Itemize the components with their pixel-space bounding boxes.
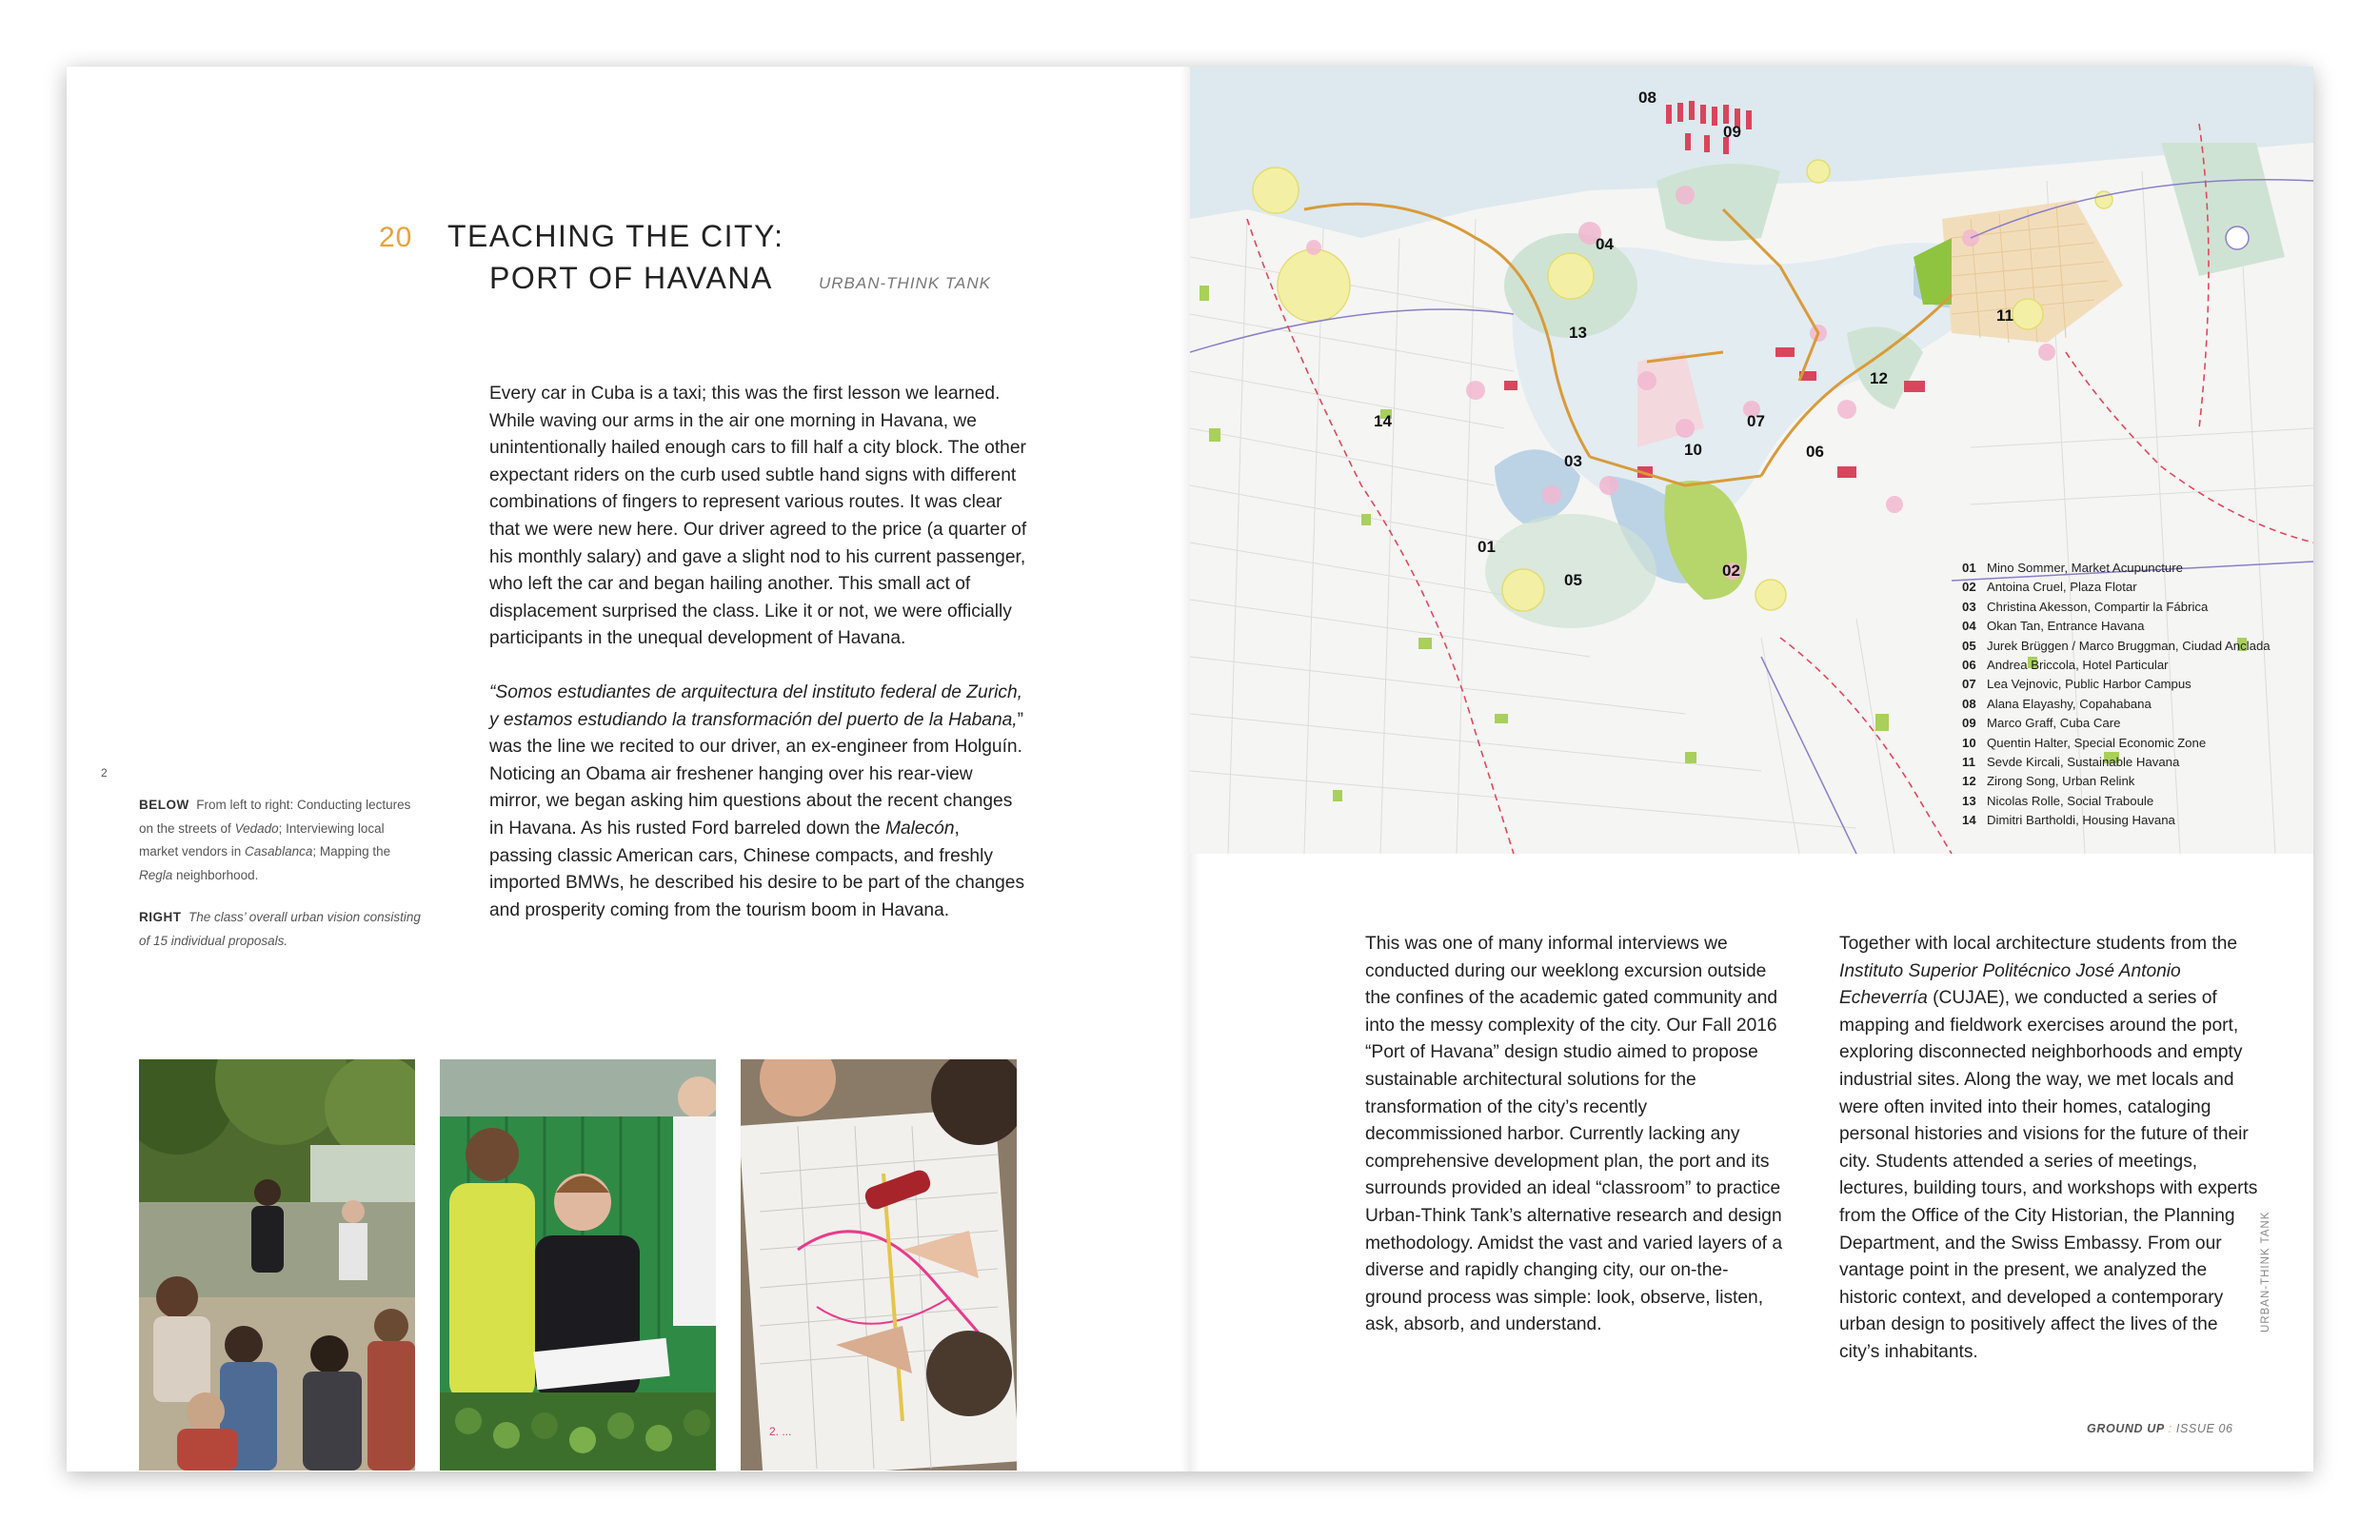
right-col2-text-b: (CUJAE), we conducted a series of mapping and fieldwork exercises around the port, exploring disconnected neighborhoods and empty industrial sites. Along the way, we met locals and were often invited into their homes, cataloging personal histories and visions for the future of their city. Students attended a series of meetings, lectures, building tours, and workshops with experts from the Office of the City Historian, the Planning Department, and the Swiss Embassy. From our vantage point in the present, we analyzed the historic context, and developed a contemporary urban design to positively affect the lives of the city’s inhabitants. xyxy=(1839,988,2258,1362)
legend-text: Mino Sommer, Market Acupuncture xyxy=(1987,561,2183,575)
caption-right-label: RIGHT xyxy=(139,910,182,924)
legend-item xyxy=(1962,695,2271,714)
caption-below-text-a: From left to right: Conducting lectures on the streets of xyxy=(139,798,411,836)
map-label-08: 08 xyxy=(1638,89,1656,107)
map-label-07: 07 xyxy=(1747,412,1765,430)
legend-number: 09 xyxy=(1962,716,1976,731)
magazine-spread xyxy=(67,67,2313,1471)
folio-separator: : xyxy=(2168,1422,2172,1435)
caption-vedado: Vedado xyxy=(234,820,279,836)
map-label-06: 06 xyxy=(1806,443,1824,461)
legend-text: Andrea Briccola, Hotel Particular xyxy=(1987,658,2169,673)
legend-text: Zirong Song, Urban Relink xyxy=(1987,774,2135,789)
right-col2-paragraph xyxy=(1839,931,2258,1367)
map-label-04: 04 xyxy=(1596,235,1614,253)
article-author: URBAN-THINK TANK xyxy=(819,274,991,292)
caption-below-text-b: ; Interviewing local market vendors in xyxy=(139,820,385,859)
legend-item xyxy=(1962,714,2271,733)
legend-text: Christina Akesson, Compartir la Fábrica xyxy=(1987,599,2209,614)
legend-item xyxy=(1962,772,2271,791)
legend-number: 05 xyxy=(1962,638,1976,653)
legend-number: 12 xyxy=(1962,774,1976,789)
folio-magazine: GROUND UP xyxy=(2087,1422,2165,1435)
spanish-quote: “Somos estudiantes de arquitectura del instituto federal de Zurich, y estamos estudiando la transformación del puerto de la Habana, xyxy=(489,681,1022,730)
map-label-01: 01 xyxy=(1478,538,1496,556)
map-label-09: 09 xyxy=(1723,123,1741,141)
paragraph-2-text-b: , passing classic American cars, Chinese compacts, and freshly imported BMWs, he described his desire to be part of the changes and prosperity coming from the tourism boom in Havana. xyxy=(489,818,1025,920)
legend-item xyxy=(1962,792,2271,811)
legend-number: 01 xyxy=(1962,561,1976,575)
legend-item xyxy=(1962,675,2271,694)
legend-number: 11 xyxy=(1962,755,1975,770)
right-body-column-1 xyxy=(1365,931,1782,1339)
article-title-line1: TEACHING THE CITY: xyxy=(447,219,784,253)
caption-below xyxy=(139,794,425,887)
right-body-column-2 xyxy=(1839,931,2258,1367)
left-body-text xyxy=(489,381,1027,951)
legend-item xyxy=(1962,617,2271,636)
map-label-10: 10 xyxy=(1684,441,1702,459)
legend-number: 03 xyxy=(1962,599,1976,614)
photo-mapping-session xyxy=(741,1059,1017,1471)
caption-right xyxy=(139,906,425,953)
photo-market-interview xyxy=(440,1059,716,1471)
institute-name: Instituto Superior Politécnico José Antonio Echeverría xyxy=(1839,960,2181,1009)
legend-number: 13 xyxy=(1962,793,1976,808)
right-col1-paragraph: This was one of many informal interviews we conducted during our weeklong excursion outside the confines of the academic gated community and into the messy complexity of the city. Our Fall 2016 “Port of Havana” design studio aimed to propose sustainable architectural solutions for the transformation of the city’s recently decommissioned harbor. Currently lacking any comprehensive development plan, the port and its surrounds provided an ideal “classroom” to practice Urban-Think Tank’s alternative research and design methodology. Amidst the vast and varied layers of a diverse and rapidly changing city, our on-the-ground process was simple: look, observe, listen, ask, absorb, and understand. xyxy=(1365,934,1782,1335)
right-page xyxy=(1190,67,2313,1471)
legend-text: Alana Elayashy, Copahabana xyxy=(1987,696,2152,711)
legend-item xyxy=(1962,559,2271,578)
map-label-12: 12 xyxy=(1870,369,1888,387)
legend-text: Dimitri Bartholdi, Housing Havana xyxy=(1987,813,2175,828)
map-label-02: 02 xyxy=(1722,562,1740,580)
legend-number: 02 xyxy=(1962,580,1976,595)
legend-item xyxy=(1962,578,2271,597)
folio-issue: ISSUE 06 xyxy=(2175,1422,2233,1435)
map-label-11: 11 xyxy=(1996,306,2013,325)
legend-item xyxy=(1962,811,2271,830)
map-label-14: 14 xyxy=(1374,412,1392,430)
legend-text: Sevde Kircali, Sustainable Havana xyxy=(1987,755,2180,770)
left-page xyxy=(67,67,1190,1471)
map-legend xyxy=(1962,559,2271,831)
caption-below-text-d: neighborhood. xyxy=(172,867,259,882)
caption-below-label: BELOW xyxy=(139,798,189,812)
legend-number: 07 xyxy=(1962,677,1976,692)
legend-item xyxy=(1962,734,2271,753)
photo-captions xyxy=(139,794,425,972)
caption-right-text: The class’ overall urban vision consisting of 15 individual proposals. xyxy=(139,910,421,948)
map-label-05: 05 xyxy=(1564,571,1582,589)
caption-below-text-c: ; Mapping the xyxy=(312,844,391,859)
legend-number: 10 xyxy=(1962,735,1976,750)
right-col2-text-a: Together with local architecture students from the xyxy=(1839,934,2238,954)
paragraph-1: Every car in Cuba is a taxi; this was the first lesson we learned. While waving our arms in the air one morning in Havana, we unintentionally hailed enough cars to fill half a city block. The other expectant riders on the curb used subtle hand signs with different combinations of fingers to represent various routes. It was clear that we were new here. Our driver agreed to the price (a quarter of his monthly salary) and gave a slight nod to his current passenger, who left the car and began hailing another. This small act of displacement surprised the class. Like it or not, we were officially participants in the unequal development of Havana. xyxy=(489,384,1027,649)
caption-regla: Regla xyxy=(139,867,173,882)
legend-text: Antoina Cruel, Plaza Flotar xyxy=(1987,580,2137,595)
caption-casablanca: Casablanca xyxy=(245,844,313,859)
legend-text: Okan Tan, Entrance Havana xyxy=(1987,619,2145,634)
photo-street-lecture xyxy=(139,1059,415,1471)
legend-item xyxy=(1962,598,2271,617)
legend-number: 08 xyxy=(1962,696,1976,711)
article-number: 20 xyxy=(379,222,413,253)
legend-text: Marco Graff, Cuba Care xyxy=(1987,716,2121,731)
legend-text: Nicolas Rolle, Social Traboule xyxy=(1987,793,2154,808)
svg-text:2. ...: 2. ... xyxy=(769,1425,792,1438)
legend-number: 14 xyxy=(1962,813,1976,828)
side-running-head: URBAN-THINK TANK xyxy=(2260,1211,2271,1333)
malecon-term: Malecón xyxy=(884,818,955,839)
legend-text: Lea Vejnovic, Public Harbor Campus xyxy=(1987,677,2192,692)
paragraph-2 xyxy=(489,680,1027,924)
map-label-13: 13 xyxy=(1569,324,1587,342)
legend-text: Quentin Halter, Special Economic Zone xyxy=(1987,735,2207,750)
page-number: 2 xyxy=(101,766,108,780)
legend-item xyxy=(1962,637,2271,656)
map-label-03: 03 xyxy=(1564,452,1582,470)
legend-item xyxy=(1962,753,2271,772)
article-title-line2: PORT OF HAVANA xyxy=(489,261,773,295)
legend-text: Jurek Brüggen / Marco Bruggman, Ciudad Anclada xyxy=(1987,638,2271,653)
legend-number: 06 xyxy=(1962,658,1976,673)
legend-item xyxy=(1962,656,2271,675)
legend-number: 04 xyxy=(1962,619,1976,634)
folio xyxy=(2087,1422,2233,1435)
paragraph-2-text-a: ” was the line we recited to our driver, an ex-engineer from Holguín. Noticing an Obama air freshener hanging over his rear-view mirror, we began asking him questions about the recent changes in Havana. As his rusted Ford barreled down the xyxy=(489,709,1024,839)
